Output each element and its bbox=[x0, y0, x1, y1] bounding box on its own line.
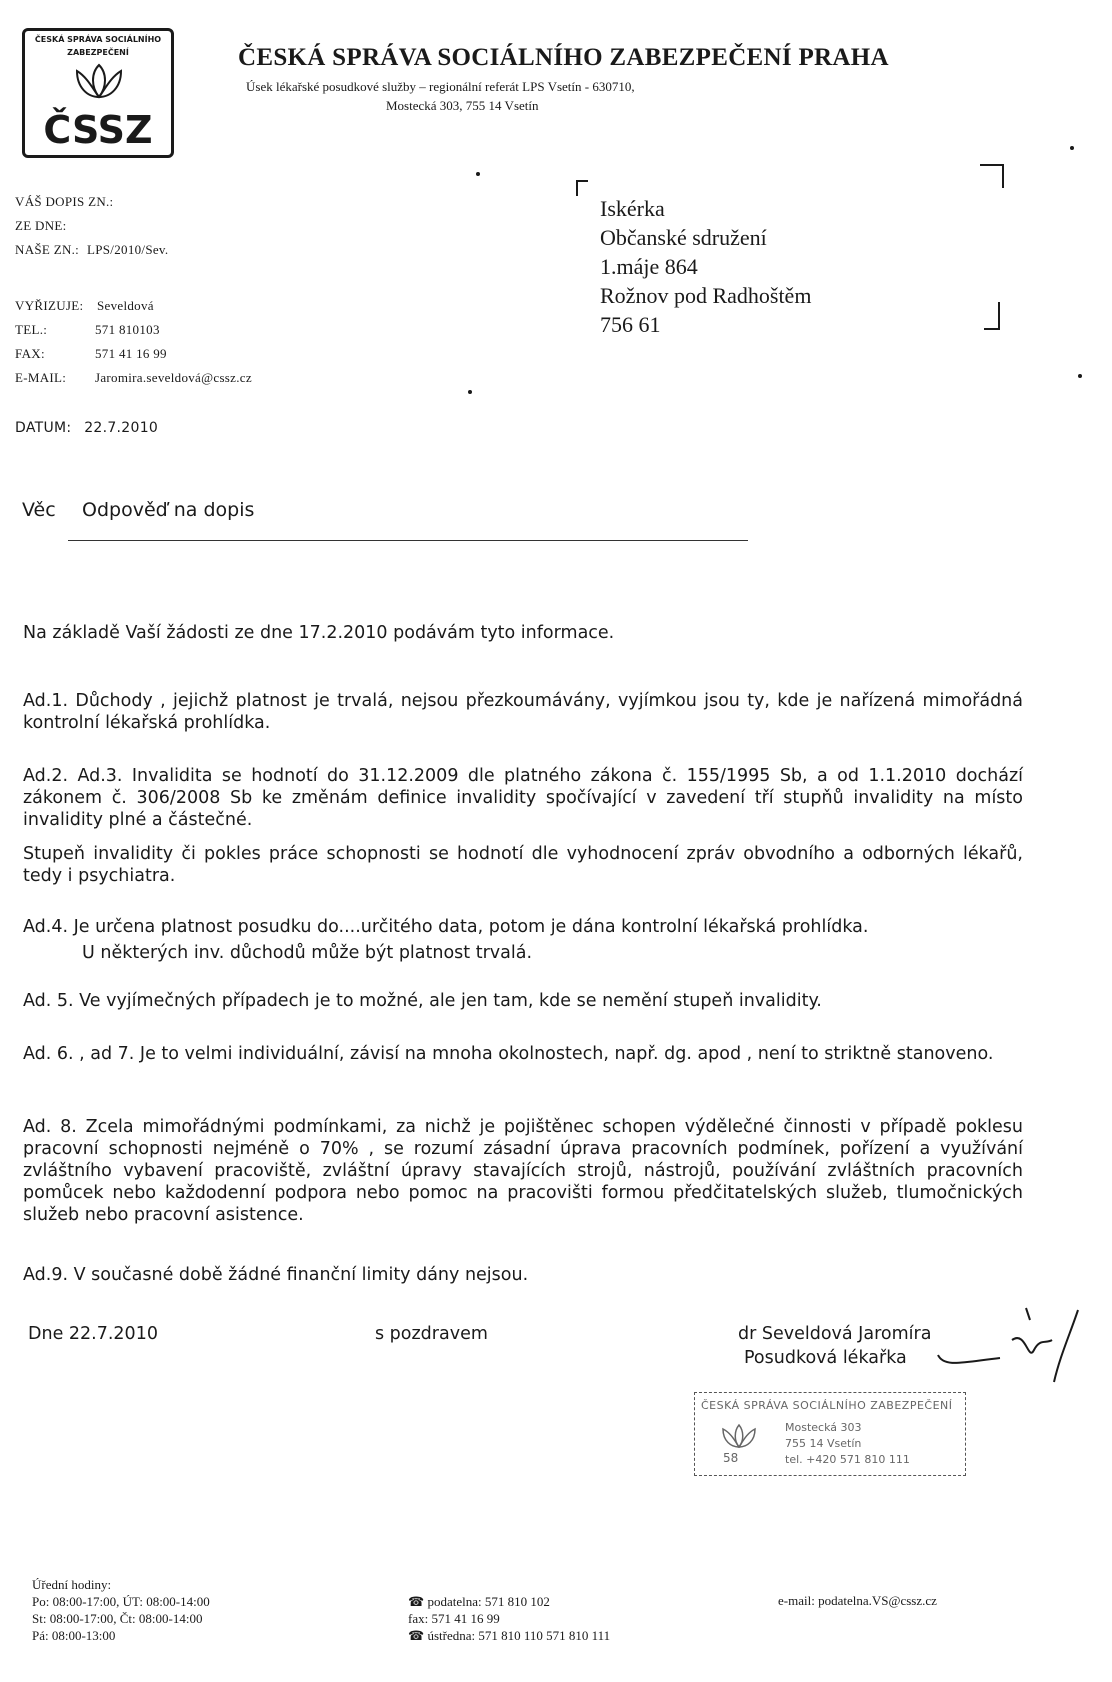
paragraph-ad2-3: Ad.2. Ad.3. Invalidita se hodnotí do 31.12.2009 dle platného zákona č. 155/1995 Sb, a od 1.1.2010 dochází zákonem č. 306/2008 Sb ke změnám definice invalidity spočívající v zavedení tří stupňů invalidity na místo invalidity plné a částečné. bbox=[23, 766, 1023, 830]
paragraph-ad5: Ad. 5. Ve vyjímečných případech je to možné, ale jen tam, kde se nemění stupeň invalidity. bbox=[23, 991, 822, 1011]
scan-dot bbox=[1070, 146, 1074, 150]
recipient-line-2: Občanské sdružení bbox=[600, 225, 767, 250]
address-corner-tl bbox=[576, 180, 588, 196]
footer-contact-line bbox=[408, 1627, 610, 1644]
paragraph-ad4: Ad.4. Je určena platnost posudku do....určitého data, potom je dána kontrolní lékařská prohlídka. bbox=[23, 917, 869, 937]
closing-date: Dne 22.7.2010 bbox=[28, 1324, 158, 1344]
logo-line-2: ZABEZPEČENÍ bbox=[67, 48, 129, 57]
meta-ref bbox=[15, 194, 113, 210]
meta-value: LPS/2010/Sev. bbox=[87, 242, 169, 257]
meta-label: TEL.: bbox=[15, 322, 48, 337]
meta-label: VÁŠ DOPIS ZN.: bbox=[15, 194, 114, 209]
office-hours-title: Úřední hodiny: bbox=[32, 1577, 112, 1592]
meta-value: Seveldová bbox=[97, 298, 154, 313]
datum-label: DATUM: bbox=[15, 420, 72, 436]
scan-dot bbox=[476, 172, 480, 176]
cssz-logo bbox=[22, 28, 174, 158]
meta-value: Jaromira.seveldová@cssz.cz bbox=[95, 370, 252, 385]
scan-dot bbox=[468, 390, 472, 394]
datum-value: 22.7.2010 bbox=[84, 420, 159, 436]
org-address: Mostecká 303, 755 14 Vsetín bbox=[386, 98, 539, 113]
subject-text: Odpověď na dopis bbox=[82, 499, 255, 521]
recipient-line-5: 756 61 bbox=[600, 312, 661, 337]
footer-email: e-mail: podatelna.VS@cssz.cz bbox=[778, 1593, 937, 1608]
meta-label: VYŘIZUJE: bbox=[15, 298, 84, 313]
footer-contact-line bbox=[408, 1593, 610, 1610]
subject-underline bbox=[68, 540, 748, 541]
meta-email bbox=[15, 370, 252, 386]
signature-scribble bbox=[930, 1300, 1090, 1390]
office-hours-line: Po: 08:00-17:00, ÚT: 08:00-14:00 bbox=[32, 1594, 210, 1609]
meta-tel bbox=[15, 322, 160, 338]
footer-podatelna: podatelna: 571 810 102 bbox=[427, 1594, 550, 1609]
footer-ustredna: ústředna: 571 810 110 571 810 111 bbox=[427, 1628, 611, 1643]
meta-label: ZE DNE: bbox=[15, 218, 67, 233]
office-hours-line: St: 08:00-17:00, Čt: 08:00-14:00 bbox=[32, 1611, 203, 1626]
footer-contact-line: fax: 571 41 16 99 bbox=[408, 1611, 500, 1626]
office-stamp bbox=[694, 1392, 966, 1476]
meta-label: NAŠE ZN.: bbox=[15, 242, 80, 257]
meta-date bbox=[15, 218, 67, 234]
subject-label: Věc bbox=[22, 499, 56, 521]
meta-our-ref bbox=[15, 242, 169, 258]
paragraph-ad2-3-cont: Stupeň invalidity či pokles práce schopnosti se hodnotí dle vyhodnocení zpráv obvodního a odborných lékařů, tedy i psychiatra. bbox=[23, 844, 1023, 886]
meta-handler bbox=[15, 298, 154, 314]
phone-icon: ☎ bbox=[408, 1628, 428, 1643]
stamp-lotus-icon bbox=[719, 1423, 759, 1449]
recipient-line-4: Rožnov pod Radhoštěm bbox=[600, 283, 812, 308]
stamp-addr1: Mostecká 303 bbox=[785, 1421, 862, 1434]
address-corner-br bbox=[984, 302, 1000, 330]
office-hours bbox=[32, 1576, 210, 1644]
logo-abbr: ČSSZ bbox=[43, 108, 153, 152]
org-title: ČESKÁ SPRÁVA SOCIÁLNÍHO ZABEZPEČENÍ PRAHA bbox=[238, 44, 889, 71]
recipient-line-1: Iskérka bbox=[600, 196, 665, 221]
intro-text: Na základě Vaší žádosti ze dne 17.2.2010 podávám tyto informace. bbox=[23, 623, 615, 643]
meta-value: 571 810103 bbox=[95, 322, 160, 337]
logo-line-1: ČESKÁ SPRÁVA SOCIÁLNÍHO bbox=[34, 35, 162, 44]
paragraph-ad4-cont: U některých inv. důchodů může být platnost trvalá. bbox=[82, 943, 533, 963]
paragraph-ad1: Ad.1. Důchody , jejichž platnost je trvalá, nejsou přezkoumávány, vyjímkou jsou ty, kde je nařízená mimořádná kontrolní lékařská prohlídka. bbox=[23, 691, 1023, 733]
signer-role: Posudková lékařka bbox=[744, 1348, 907, 1368]
signer-name: dr Seveldová Jaromíra bbox=[738, 1324, 932, 1344]
datum bbox=[15, 420, 158, 436]
recipient-line-3: 1.máje 864 bbox=[600, 254, 698, 279]
org-subtitle: Úsek lékařské posudkové služby – regionální referát LPS Vsetín - 630710, bbox=[246, 79, 635, 94]
scan-dot bbox=[1078, 374, 1082, 378]
meta-label: E-MAIL: bbox=[15, 370, 67, 385]
stamp-tel: tel. +420 571 810 111 bbox=[785, 1453, 910, 1466]
paragraph-ad6-7: Ad. 6. , ad 7. Je to velmi individuální, závisí na mnoha okolnostech, např. dg. apod , není to striktně stanoveno. bbox=[23, 1044, 994, 1064]
stamp-org: ČESKÁ SPRÁVA SOCIÁLNÍHO ZABEZPEČENÍ bbox=[701, 1399, 953, 1412]
closing-greeting: s pozdravem bbox=[375, 1324, 488, 1344]
stamp-number: 58 bbox=[723, 1451, 739, 1465]
meta-fax bbox=[15, 346, 167, 362]
stamp-addr2: 755 14 Vsetín bbox=[785, 1437, 862, 1450]
phone-icon: ☎ bbox=[408, 1594, 428, 1609]
lotus-icon bbox=[71, 61, 127, 101]
office-hours-line: Pá: 08:00-13:00 bbox=[32, 1628, 116, 1643]
paragraph-ad9: Ad.9. V současné době žádné finanční limity dány nejsou. bbox=[23, 1265, 529, 1285]
footer-contacts bbox=[408, 1593, 610, 1644]
address-corner-tr bbox=[980, 164, 1004, 188]
meta-value: 571 41 16 99 bbox=[95, 346, 167, 361]
meta-label: FAX: bbox=[15, 346, 45, 361]
paragraph-ad8: Ad. 8. Zcela mimořádnými podmínkami, za nichž je pojištěnec schopen výdělečné činnosti v případě poklesu pracovní schopnosti nejméně o 70% , se rozumí zásadní úprava pracovních podmínek, pořízení a využívání zvláštního vybavení pracoviště, zvláštní úpravy stavajících strojů, nástrojů, používání zvláštních pracovních pomůcek nebo každodenní podpora nebo pomoc na pracovišti formou předčitatelských služeb, tlumočnických služeb nebo pracovní asistence. bbox=[23, 1117, 1023, 1225]
